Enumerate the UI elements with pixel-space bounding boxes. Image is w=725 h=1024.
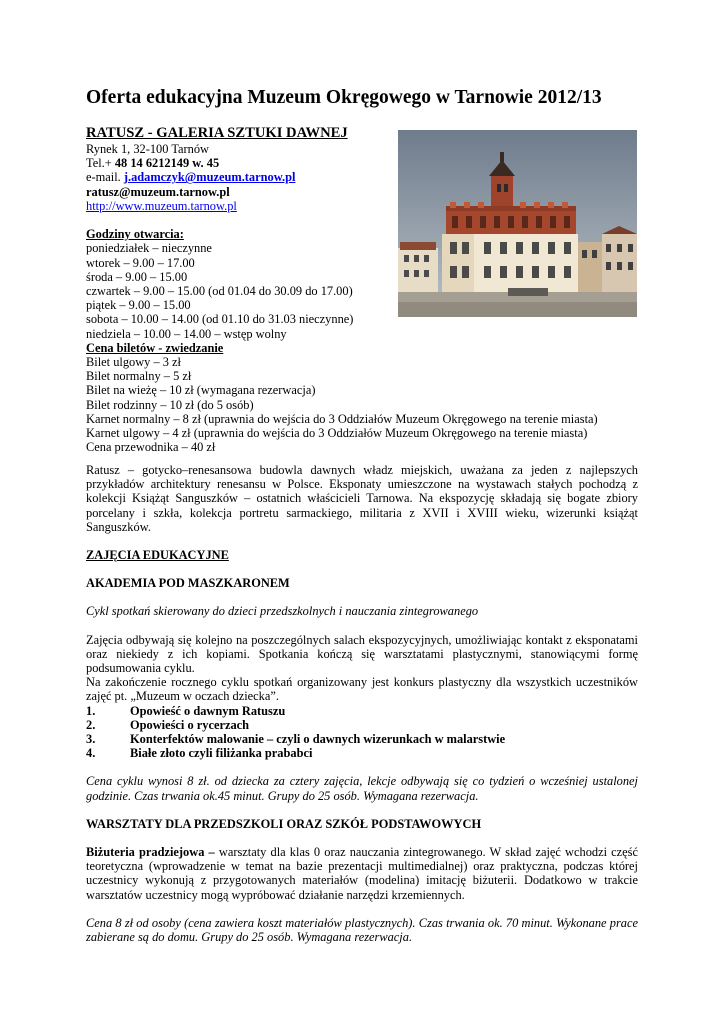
workshop-price: Cena 8 zł od osoby (cena zawiera koszt materiałów plastycznych). Czas trwania ok. 70 minut. Wykonane prace zabierane są do domu. Grupy do 25 osób. Wymagana rezerwacja. bbox=[86, 915, 638, 945]
email-line bbox=[86, 170, 386, 184]
list-number: 4. bbox=[86, 746, 96, 761]
list-text: Opowieść o dawnym Ratuszu bbox=[130, 703, 286, 718]
website-link[interactable]: http://www.muzeum.tarnow.pl bbox=[86, 198, 237, 213]
prices-title: Cena biletów - zwiedzanie bbox=[86, 340, 224, 355]
workshop-name: Biżuteria pradziejowa – bbox=[86, 845, 215, 860]
academy-subtitle: Cykl spotkań skierowany do dzieci przedszkolnych i nauczania zintegrowanego bbox=[86, 604, 479, 619]
classes-title: ZAJĘCIA EDUKACYJNE bbox=[86, 548, 229, 563]
section-title: RATUSZ - GALERIA SZTUKI DAWNEJ bbox=[86, 125, 348, 141]
hours-title: Godziny otwarcia: bbox=[86, 227, 184, 242]
price-item: Karnet normalny – 8 zł (uprawnia do wejścia do 3 Oddziałów Muzeum Okręgowego na terenie miasta) bbox=[86, 411, 598, 426]
town-hall-illustration bbox=[398, 130, 637, 317]
list-text: Opowieści o rycerzach bbox=[130, 717, 250, 732]
email-label: e-mail. bbox=[86, 170, 124, 185]
academy-list-item bbox=[86, 732, 638, 746]
hours-item: środa – 9.00 – 15.00 bbox=[86, 269, 188, 284]
price-item: Bilet normalny – 5 zł bbox=[86, 369, 192, 384]
price-item: Bilet na wieżę – 10 zł (wymagana rezerwacja) bbox=[86, 383, 316, 398]
list-text: Konterfektów malowanie – czyli o dawnych wizerunkach w malarstwie bbox=[130, 732, 506, 747]
address: Rynek 1, 32-100 Tarnów bbox=[86, 142, 209, 156]
academy-price: Cena cyklu wynosi 8 zł. od dziecka za cztery zajęcia, lekcje odbywają się co tydzień o wcześniej ustalonej godzinie. Czas trwania ok.45 minut. Grupy do 25 osób. Wymagana rezerwacja. bbox=[86, 774, 638, 803]
phone-number: 48 14 6212149 w. 45 bbox=[114, 156, 220, 171]
academy-contest-text: Na zakończenie rocznego cyklu spotkań organizowany jest konkurs plastyczny dla wszystkich uczestników zajęć pt. „Muzeum w oczach dziecka”. bbox=[86, 675, 638, 704]
email-link[interactable]: j.adamczyk@muzeum.tarnow.pl bbox=[123, 170, 296, 185]
hours-item: piątek – 9.00 – 15.00 bbox=[86, 298, 191, 313]
hours-item: sobota – 10.00 – 14.00 (od 01.10 do 31.03 nieczynne) bbox=[86, 312, 354, 327]
academy-list-item bbox=[86, 704, 638, 718]
hours-item: czwartek – 9.00 – 15.00 (od 01.04 do 30.09 do 17.00) bbox=[86, 284, 353, 299]
academy-list-item bbox=[86, 746, 638, 760]
list-number: 2. bbox=[86, 717, 96, 732]
phone-line bbox=[86, 156, 386, 170]
academy-text: Zajęcia odbywają się kolejno na poszczególnych salach ekspozycyjnych, umożliwiając kontakt z eksponatami oraz niekiedy z ich kopiami. Spotkania kończą się warsztatami plastycznymi, stanowiącymi formę podsumowania cyklu. bbox=[86, 632, 638, 676]
price-item: Karnet ulgowy – 4 zł (uprawnia do wejścia do 3 Oddziałów Muzeum Okręgowego na terenie miasta) bbox=[86, 426, 588, 441]
museum-description: Ratusz – gotycko–renesansowa budowla dawnych władz miejskich, uważana za jeden z najlepszych przykładów architektury renesansu w Polsce. Eksponaty umieszczone na wystawach stałych pochodzą z kolekcji Książąt Sanguszków – ostatnich właścicieli Tarnowa. Na ekspozycję składają się bogate zbiory porcelany i szkła, kolekcja portretu sarmackiego, militaria z XVII i XVIII wieku, wizerunki książąt Sanguszków. bbox=[86, 463, 638, 534]
price-item: Bilet ulgowy – 3 zł bbox=[86, 355, 181, 370]
document-title: Oferta edukacyjna Muzeum Okręgowego w Tarnowie 2012/13 bbox=[86, 87, 602, 108]
email-secondary: ratusz@muzeum.tarnow.pl bbox=[86, 184, 230, 199]
document-body bbox=[86, 463, 638, 944]
workshop-description bbox=[86, 845, 638, 902]
price-item: Bilet rodzinny – 10 zł (do 5 osób) bbox=[86, 397, 254, 412]
workshop-text: warsztaty dla klas 0 oraz nauczania zintegrowanego. W skład zajęć wchodzi część teoretyczna (wprowadzenie w temat na bazie prezentacji multimedialnej) oraz praktyczna, podczas której uczestnicy wykonują z przygotowanych materiałów (modelina) imitację biżuterii. Dodatkowo w trakcie warsztatów uczestnicy mogą wypróbować działanie narzędzi krzemiennych. bbox=[86, 845, 639, 902]
town-hall-photo bbox=[398, 130, 637, 317]
academy-title: AKADEMIA POD MASZKARONEM bbox=[86, 576, 290, 591]
workshops-title: WARSZTATY DLA PRZEDSZKOLI ORAZ SZKÓŁ PODSTAWOWYCH bbox=[86, 816, 482, 831]
museum-contact-block bbox=[86, 124, 598, 455]
list-text: Białe złoto czyli filiżanka prababci bbox=[130, 746, 313, 761]
price-item: Cena przewodnika – 40 zł bbox=[86, 440, 216, 455]
list-number: 1. bbox=[86, 703, 96, 718]
hours-item: poniedziałek – nieczynne bbox=[86, 241, 212, 256]
list-number: 3. bbox=[86, 732, 96, 747]
academy-list-item bbox=[86, 718, 638, 732]
hours-item: niedziela – 10.00 – 14.00 – wstęp wolny bbox=[86, 326, 287, 341]
phone-label: Tel.+ bbox=[86, 156, 115, 171]
hours-item: wtorek – 9.00 – 17.00 bbox=[86, 255, 195, 270]
